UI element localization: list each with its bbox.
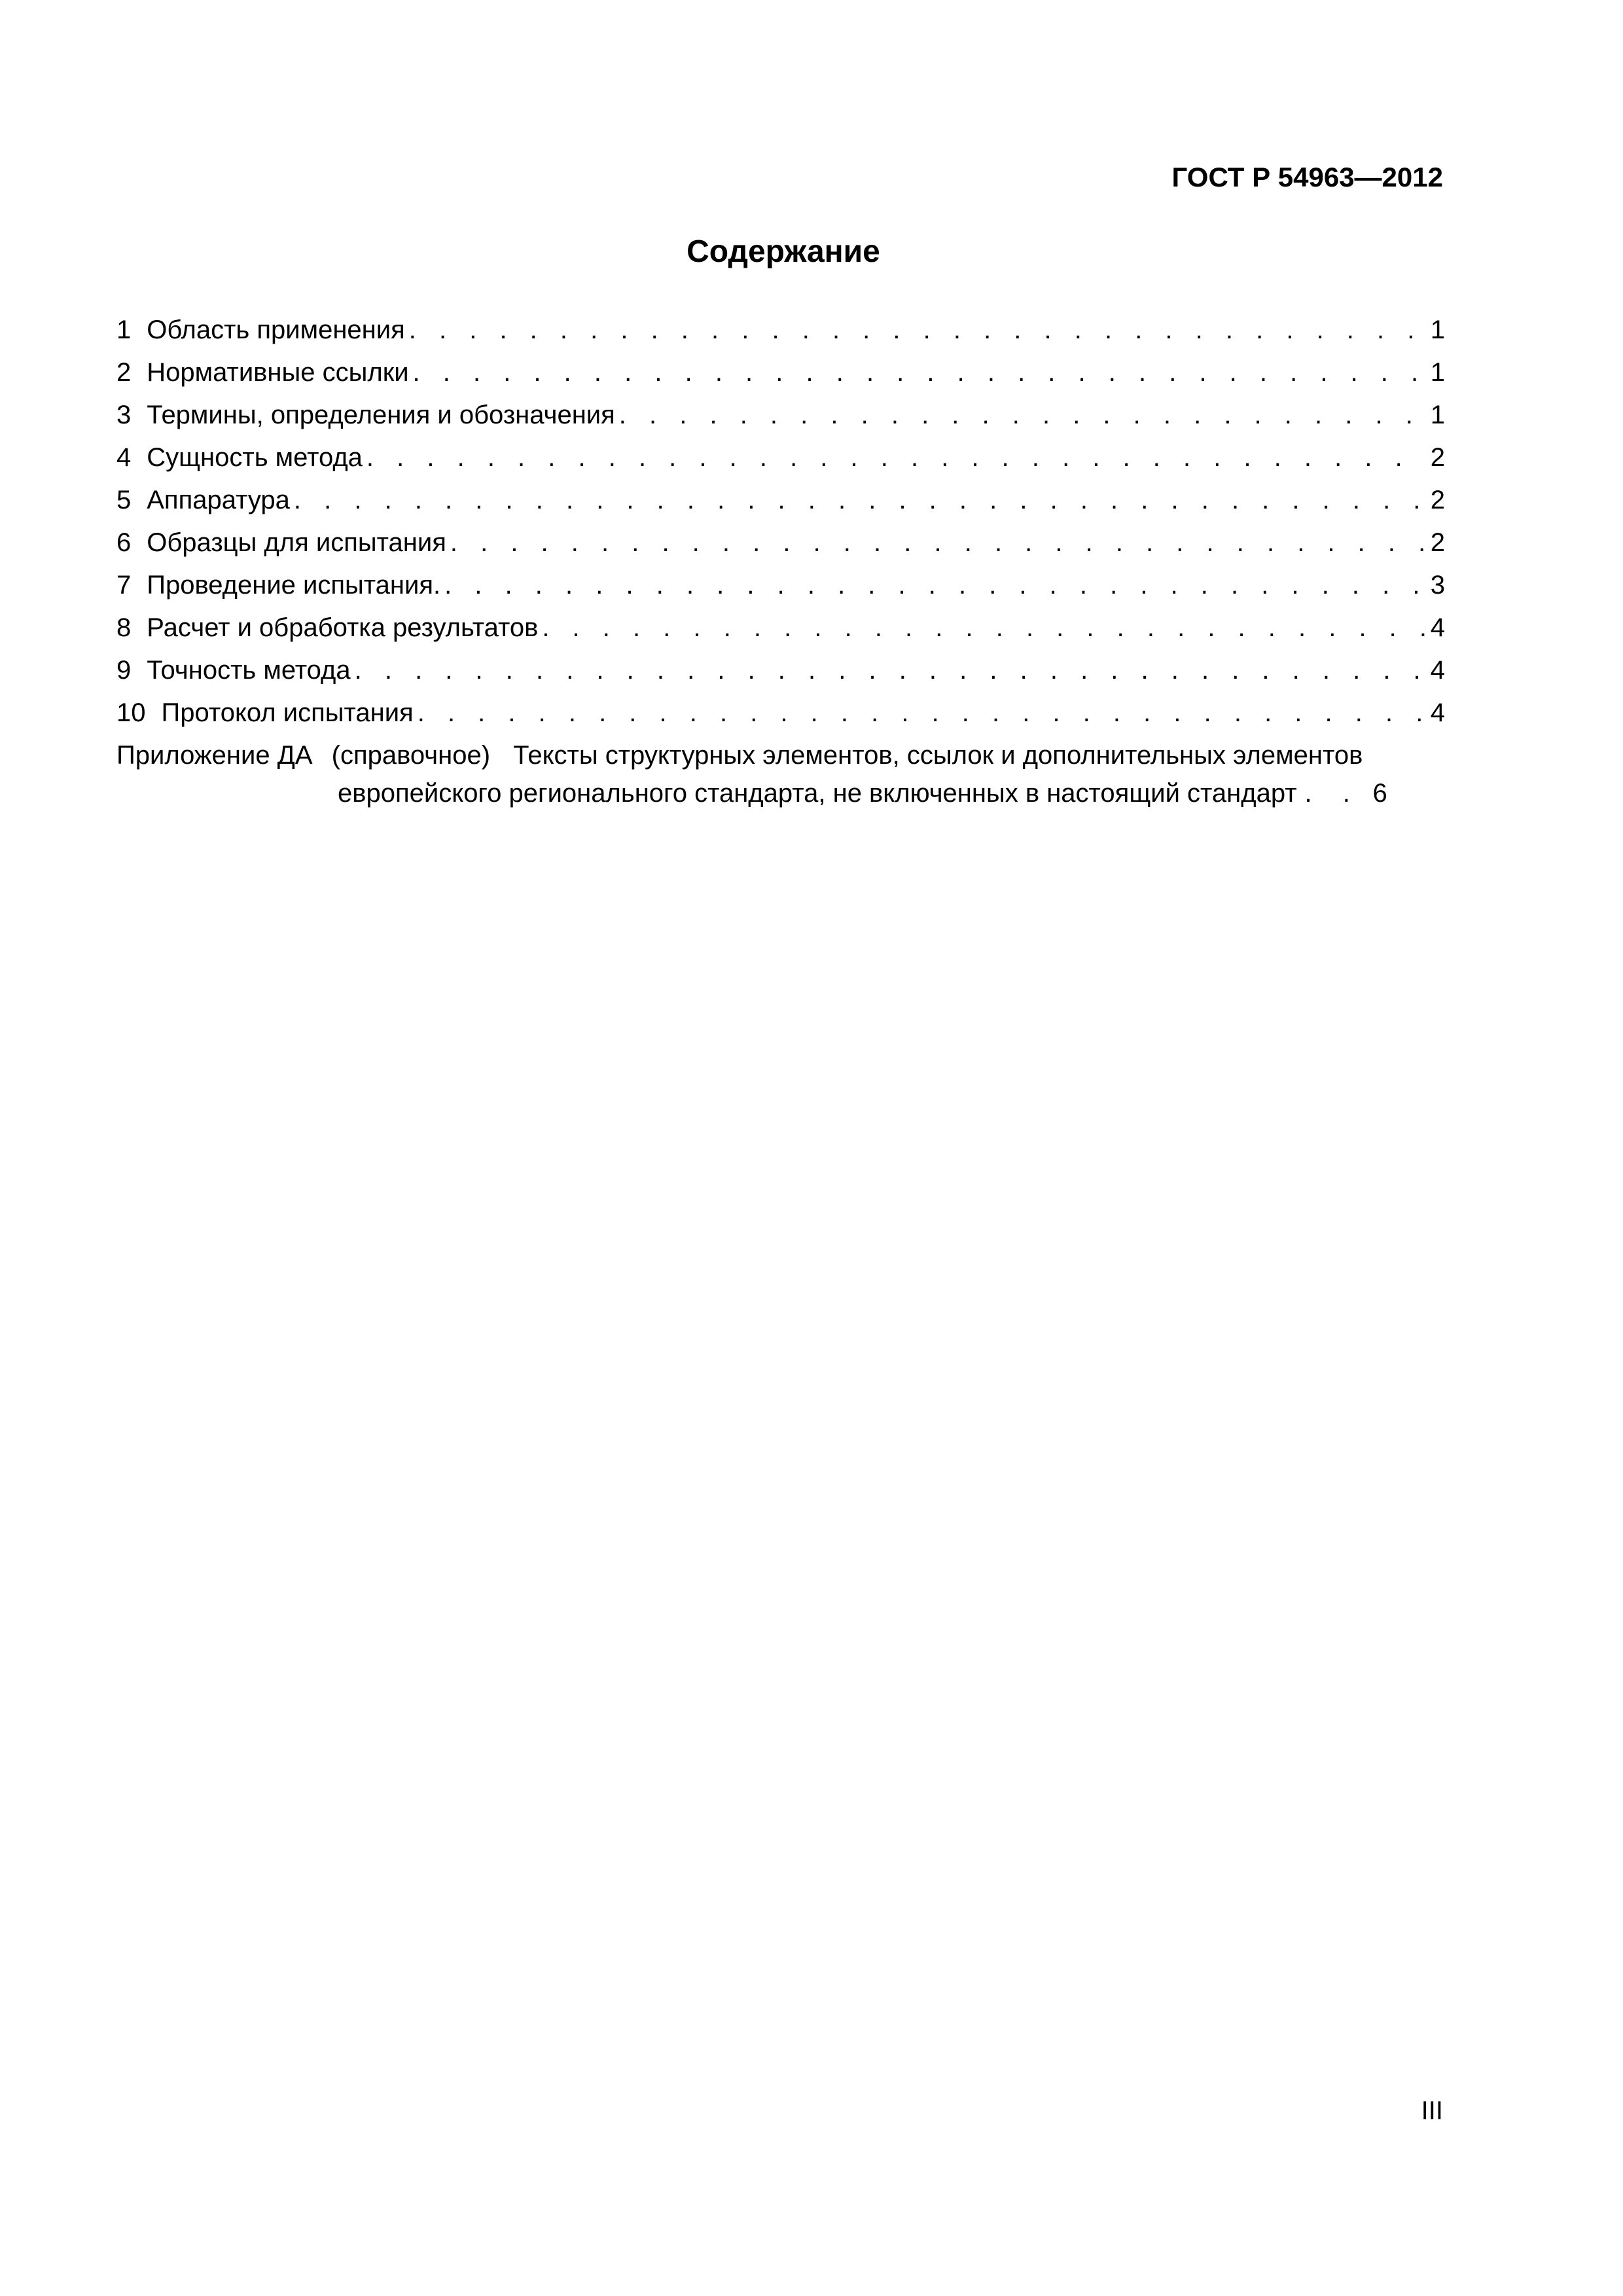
toc-entry[interactable] — [116, 351, 1445, 394]
annex-title-line2: европейского регионального стандарта, не включенных в настоящий стандарт — [338, 779, 1297, 808]
toc-entry-page: 2 — [1430, 443, 1445, 472]
dot-leader — [444, 564, 1427, 607]
toc-entry-title: Нормативные ссылки — [147, 358, 409, 387]
document-code: ГОСТ Р 54963—2012 — [1171, 162, 1443, 192]
toc-entry-number: 3 — [116, 401, 132, 429]
toc-entry-page: 4 — [1430, 656, 1445, 685]
dot-leader — [409, 309, 1427, 351]
toc-title: Содержание — [687, 234, 880, 269]
toc-entry-page: 1 — [1430, 315, 1445, 344]
toc-entry-page: 2 — [1430, 528, 1445, 557]
toc-entry-title: Точность метода — [147, 656, 351, 685]
toc-entry[interactable] — [116, 564, 1445, 607]
toc-entry-number: 8 — [116, 613, 132, 642]
toc-entry[interactable] — [116, 437, 1445, 479]
dot-leader — [1305, 774, 1368, 812]
toc-entry-page: 1 — [1430, 358, 1445, 387]
toc-entry-title: Протокол испытания — [161, 698, 414, 727]
toc-entry[interactable] — [116, 479, 1445, 522]
toc-entry-number: 7 — [116, 571, 132, 600]
toc-entry[interactable] — [116, 692, 1445, 734]
toc-entry-title: Термины, определения и обозначения — [147, 401, 615, 429]
toc-entry-page: 3 — [1430, 571, 1445, 600]
toc-entry-number: 2 — [116, 358, 132, 387]
toc-entry[interactable] — [116, 607, 1445, 649]
toc-entry[interactable] — [116, 394, 1445, 437]
annex-kind: (справочное) — [331, 741, 491, 770]
toc-entry-number: 6 — [116, 528, 132, 557]
toc-entry[interactable] — [116, 309, 1445, 351]
toc-entry-title: Область применения — [147, 315, 405, 344]
toc-entry-number: 5 — [116, 486, 132, 514]
toc-entry-title: Сущность метода — [147, 443, 363, 472]
toc-entry[interactable] — [116, 649, 1445, 692]
annex-page: 6 — [1372, 779, 1387, 808]
dot-leader — [450, 522, 1427, 564]
dot-leader — [418, 692, 1427, 734]
dot-leader — [542, 607, 1426, 649]
annex-continuation-line — [338, 774, 1445, 812]
dot-leader — [366, 437, 1427, 479]
dot-leader — [413, 351, 1427, 394]
toc-entry-title: Аппаратура — [147, 486, 290, 514]
toc-entry-title: Проведение испытания. — [147, 571, 441, 600]
dot-leader — [355, 649, 1427, 692]
toc-entry-title: Образцы для испытания — [147, 528, 446, 557]
page-number: III — [1421, 2096, 1443, 2125]
toc-entry-page: 4 — [1430, 613, 1445, 642]
toc-entry-number: 9 — [116, 656, 132, 685]
dot-leader — [619, 394, 1427, 437]
annex-heading-line — [116, 736, 1445, 774]
toc-entry-title: Расчет и обработка результатов — [147, 613, 539, 642]
toc-entry[interactable] — [116, 522, 1445, 564]
toc-entry-page: 4 — [1430, 698, 1445, 727]
toc-entry-number: 10 — [116, 698, 146, 727]
toc-entry-page: 1 — [1430, 401, 1445, 429]
toc-annex-entry[interactable] — [116, 736, 1445, 812]
toc-list — [116, 309, 1445, 734]
toc-entry-number: 1 — [116, 315, 132, 344]
toc-entry-number: 4 — [116, 443, 132, 472]
dot-leader — [294, 479, 1427, 522]
toc-entry-page: 2 — [1430, 486, 1445, 514]
annex-title-line1: Тексты структурных элементов, ссылок и дополнительных элементов — [513, 741, 1363, 770]
annex-label: Приложение ДА — [116, 741, 313, 770]
